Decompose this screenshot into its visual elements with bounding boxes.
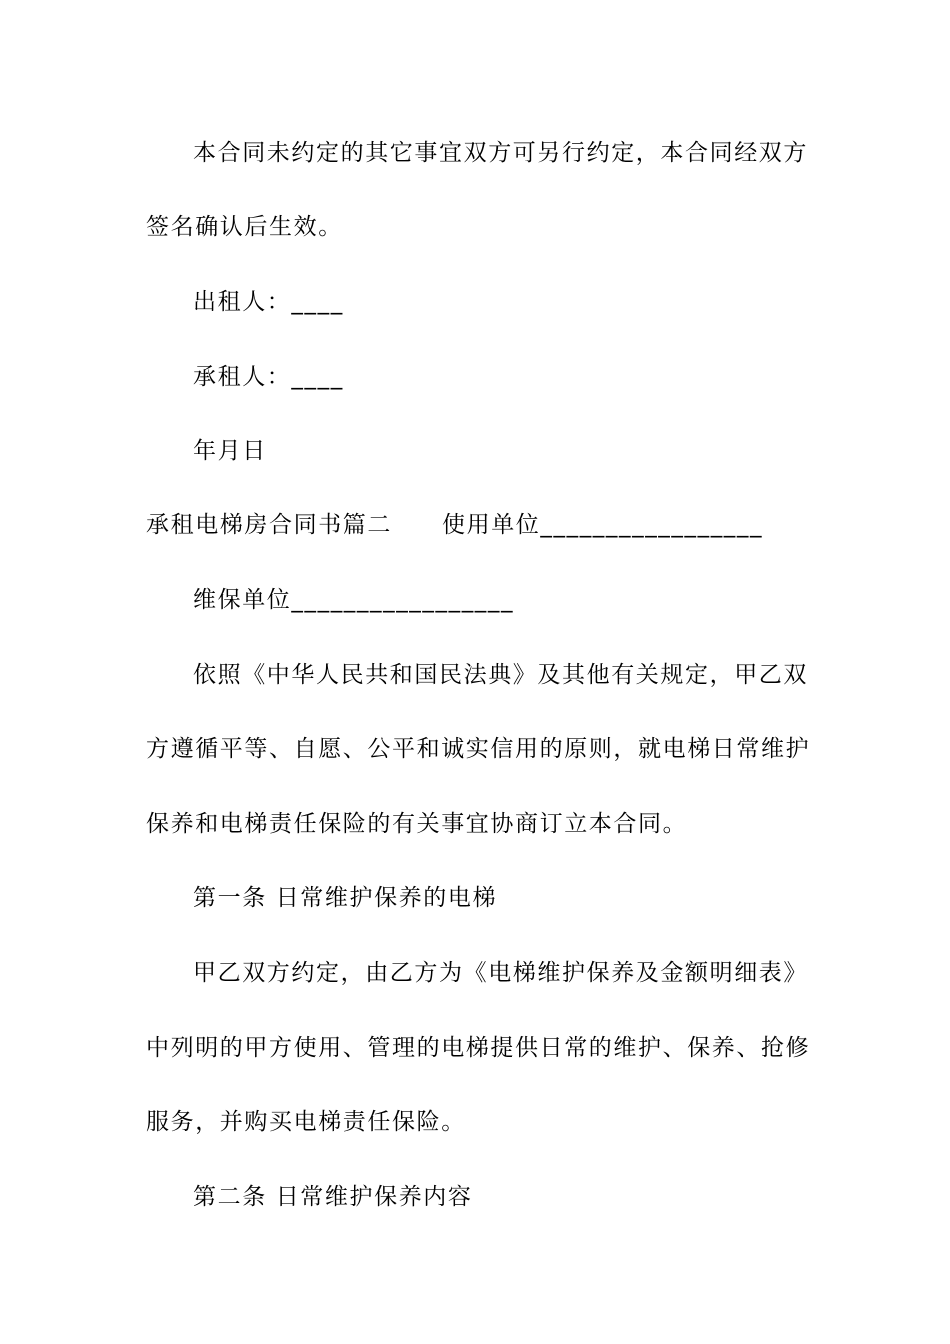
paragraph-line-6: 甲乙双方约定，由乙方为《电梯维护保养及金额明细表》 — [193, 960, 808, 986]
paragraph-line-7: 中列明的甲方使用、管理的电梯提供日常的维护、保养、抢修 — [146, 1035, 811, 1061]
lessee-signature-line: 承租人：____ — [193, 364, 344, 390]
paragraph-line-4: 方遵循平等、自愿、公平和诚实信用的原则，就电梯日常维护 — [146, 736, 811, 762]
user-unit-field: 使用单位_________________ — [442, 512, 764, 538]
lessor-signature-line: 出租人：____ — [193, 289, 344, 315]
paragraph-line-1: 本合同未约定的其它事宜双方可另行约定，本合同经双方 — [193, 140, 808, 166]
paragraph-line-2: 签名确认后生效。 — [146, 214, 343, 240]
date-line: 年月日 — [193, 438, 267, 464]
paragraph-line-3: 依照《中华人民共和国民法典》及其他有关规定，甲乙双 — [193, 662, 808, 688]
maintenance-unit-field: 维保单位_________________ — [193, 587, 515, 613]
paragraph-line-8: 服务，并购买电梯责任保险。 — [146, 1109, 466, 1135]
section-heading-line — [146, 510, 806, 540]
contract-title: 承租电梯房合同书篇二 — [146, 512, 392, 538]
article-1-heading: 第一条 日常维护保养的电梯 — [193, 885, 498, 911]
article-2-heading: 第二条 日常维护保养内容 — [193, 1184, 473, 1210]
paragraph-line-5: 保养和电梯责任保险的有关事宜协商订立本合同。 — [146, 811, 688, 837]
